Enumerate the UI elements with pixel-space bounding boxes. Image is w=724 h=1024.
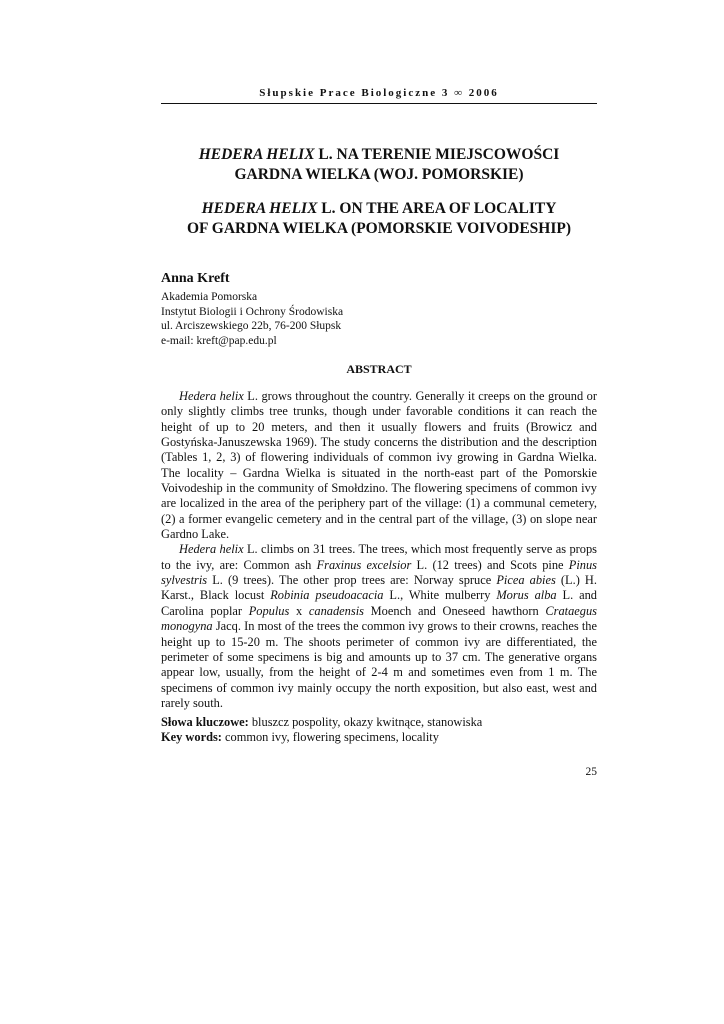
abstract-text: L. grows throughout the country. Generally it creeps on the ground or only slightly climbs tree trunks, though under favorable conditions it can reach the height of up to 20 meters, and then it usually flowers and fruits (Browicz and Gostyńska-Januszewska 1969). The study concerns the distribution and the description (Tables 1, 2, 3) of flowering individuals of common ivy growing in Gardna Wielka. The locality – Gardna Wielka is situated in the north-east part of the Pomorskie Voivodeship in the community of Smołdzino. The flowering specimens of common ivy are localized in the area of the periphery part of the village: (1) a communal cemetery, (2) a former evangelic cemetery and in the central part of the village, (3) on slope near Gardno Lake. bbox=[161, 389, 597, 542]
abstract-text: L. climbs on 31 trees. The trees, which most frequently serve as props to the ivy, are: Common ash bbox=[161, 542, 597, 572]
page-number: 25 bbox=[585, 766, 597, 778]
title-polish-line-1 bbox=[161, 145, 597, 165]
title-english-line-1 bbox=[161, 199, 597, 219]
abstract-text: L. (9 trees). The other prop trees are: Norway spruce bbox=[207, 573, 497, 588]
abstract-text: Moench and Oneseed hawthorn bbox=[363, 603, 546, 618]
affiliation-line: Akademia Pomorska bbox=[161, 291, 258, 303]
species-name: Hedera helix bbox=[179, 389, 244, 403]
species-name: Morus alba bbox=[496, 588, 557, 603]
affiliation-line: Instytut Biologii i Ochrony Środowiska bbox=[161, 305, 344, 318]
abstract-heading: ABSTRACT bbox=[346, 362, 412, 376]
keywords-block bbox=[161, 715, 597, 746]
abstract-text: L., White mulberry bbox=[383, 588, 497, 603]
keywords-english bbox=[161, 730, 597, 745]
species-name: Crataegus monogyna bbox=[161, 603, 597, 634]
keywords-polish-label: Słowa kluczowe: bbox=[161, 715, 249, 729]
affiliation-line: ul. Arciszewskiego 22b, 76-200 Słupsk bbox=[161, 320, 342, 332]
abstract-paragraph-1 bbox=[161, 389, 597, 542]
keywords-polish-value: bluszcz pospolity, okazy kwitnące, stanowiska bbox=[248, 715, 483, 729]
abstract-text: x bbox=[289, 603, 309, 618]
species-name: Robinia pseudoacacia bbox=[270, 588, 384, 603]
title-english-line-1-rest: L. ON THE AREA OF LOCALITY bbox=[317, 200, 557, 217]
title-english bbox=[161, 199, 597, 239]
keywords-english-label: Key words: bbox=[161, 730, 222, 745]
affiliation-email: e-mail: kreft@pap.edu.pl bbox=[161, 334, 277, 347]
keywords-english-value: common ivy, flowering specimens, locality bbox=[221, 730, 439, 745]
title-polish bbox=[161, 145, 597, 185]
keywords-polish bbox=[161, 715, 597, 730]
abstract-text: (L.) H. Karst., Black locust bbox=[161, 573, 597, 603]
abstract-body bbox=[161, 389, 597, 711]
title-polish-species: HEDERA HELIX bbox=[198, 146, 315, 163]
header-rule bbox=[161, 103, 597, 104]
author-name: Anna Kreft bbox=[161, 271, 230, 286]
title-polish-line-2: GARDNA WIELKA (WOJ. POMORSKIE) bbox=[234, 166, 524, 183]
abstract-text: L. and Carolina poplar bbox=[161, 588, 597, 618]
abstract-text: Jacq. In most of the trees the common ivy grows to their crowns, reaches the height up to 15-20 m. The shoots perimeter of common ivy are differentiated, the perimeter of some specimens is big and amounts up to 37 cm. The generative organs appear low, usually, from the height of 2-4 m and sometimes even from 1 m. The specimens of common ivy mainly occupy the north exposition, but also east, west and rarely south. bbox=[161, 619, 597, 710]
title-polish-line-1-rest: L. NA TERENIE MIEJSCOWOŚCI bbox=[314, 146, 560, 163]
abstract-paragraph-2 bbox=[161, 542, 597, 711]
title-english-species: HEDERA HELIX bbox=[201, 200, 318, 217]
abstract-text: L. (12 trees) and Scots pine bbox=[411, 557, 569, 572]
species-name: Fraxinus excelsior bbox=[316, 557, 412, 572]
species-name: Hedera helix bbox=[179, 542, 244, 557]
author-affiliation bbox=[161, 290, 343, 348]
species-name: canadensis bbox=[308, 603, 364, 618]
species-name: Picea abies bbox=[496, 573, 556, 588]
species-name: Pinus sylvestris bbox=[161, 557, 598, 588]
title-english-line-2: OF GARDNA WIELKA (POMORSKIE VOIVODESHIP) bbox=[186, 220, 572, 237]
running-head: Słupskie Prace Biologiczne 3 ∞ 2006 bbox=[259, 87, 499, 99]
species-name: Populus bbox=[248, 603, 290, 618]
